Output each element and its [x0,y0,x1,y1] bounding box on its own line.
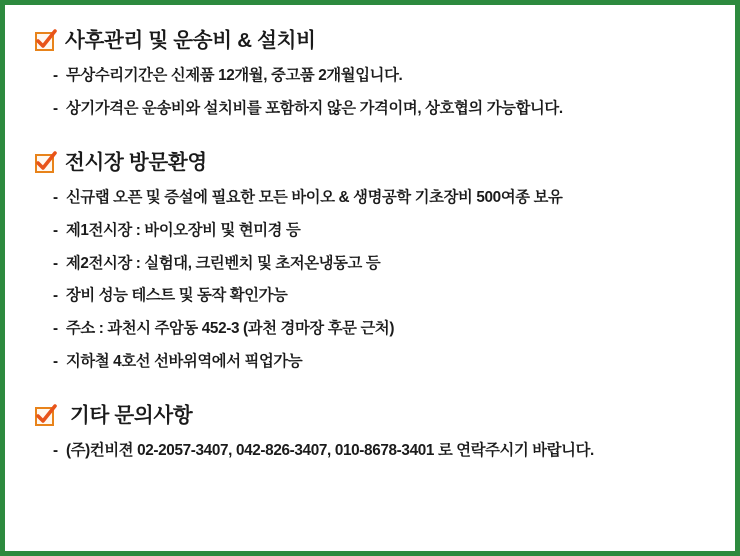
list-item [53,60,709,93]
section-title: 기타 문의사항 [70,403,193,427]
list-item-text: 무상수리기간은 신제품 12개월, 중고품 2개월입니다. [66,67,403,85]
list-item-text: 상기가격은 운송비와 설치비를 포함하지 않은 가격이며, 상호협의 가능합니다. [66,99,563,117]
list-item-text: 신규랩 오픈 및 증설에 필요한 모든 바이오 & 생명공학 기초장비 500여종 보유 [66,189,563,207]
dash-marker: - [53,189,58,207]
section-title: 사후관리 및 운송비 & 설치비 [65,29,316,52]
list-item [53,182,709,215]
list-item [53,214,709,247]
list-item [53,280,709,313]
dash-marker: - [53,287,58,305]
list-item-text: 제2전시장 : 실험대, 크린벤치 및 초저온냉동고 등 [66,254,381,272]
section-header [35,404,709,429]
list-item-text: 주소 : 과천시 주암동 452-3 (과천 경마장 후문 근처) [66,319,395,337]
orange-check-box-icon [35,32,54,51]
list-item-text: 장비 성능 테스트 및 동작 확인가능 [66,287,288,305]
dash-marker: - [53,99,58,117]
section-line-list [31,182,709,378]
list-item [53,434,709,467]
list-item [53,312,709,345]
list-item [53,345,709,378]
list-item-text: 제1전시장 : 바이오장비 및 현미경 등 [66,221,301,239]
orange-check-box-icon [35,407,54,426]
list-item [53,247,709,280]
dash-marker: - [53,254,58,272]
dash-marker: - [53,67,58,85]
section-header [35,151,709,176]
section-line-list [31,434,709,467]
section-header [35,29,709,54]
section-after-service [31,29,709,125]
list-item-text: (주)컨비젼 02-2057-3407, 042-826-3407, 010-8678-3401 로 연락주시기 바랍니다. [66,441,594,459]
orange-check-box-icon [35,154,54,173]
list-item [53,92,709,125]
dash-marker: - [53,221,58,239]
list-item-text: 지하철 4호선 선바위역에서 픽업가능 [66,352,303,370]
section-line-list [31,60,709,125]
dash-marker: - [53,319,58,337]
dash-marker: - [53,352,58,370]
section-title: 전시장 방문환영 [65,151,207,174]
section-other-inquiries [31,404,709,467]
section-showroom-visit [31,151,709,378]
dash-marker: - [53,441,58,459]
